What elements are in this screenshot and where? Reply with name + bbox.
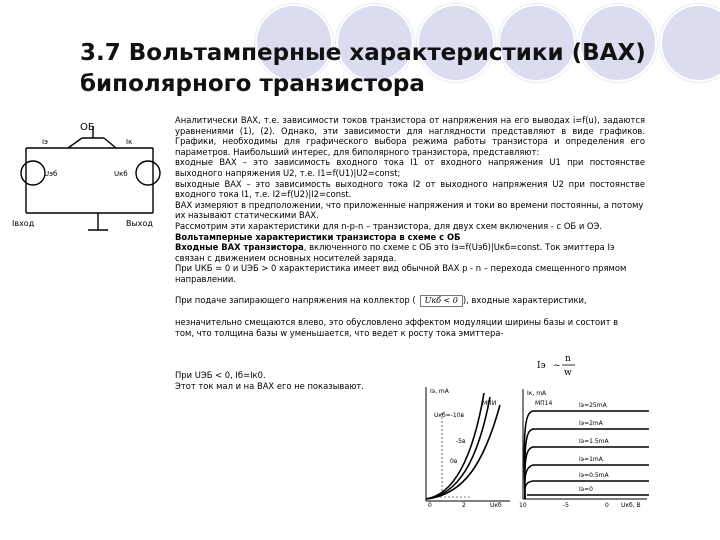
formula-sym: ~ [553,361,561,371]
reverse-text-pre: При подаче запирающего напряжения на коллектор ( [175,294,416,305]
circuit-label-ueb: Uэб [44,170,58,178]
section-heading: Вольтамперные характеристики транзистора в схеме с ОБ [175,231,461,242]
output-graph-curve-label: Iэ=1mA [579,456,603,463]
formula-ukb: Uкб < 0 [420,295,463,308]
formula-den: w [564,368,572,378]
formula-emitter-current [535,350,580,382]
paragraph: выходные ВАХ – это зависимость выходного тока I2 от выходного напряжения U2 при постоянстве входного тока I1, т.е. I2=f(U2)|I2=const. [175,178,645,200]
paragraph: незначительно смещаются влево, это обусловлено эффектом модуляции ширины базы и состоит в [175,317,619,328]
slide-title [80,38,700,100]
output-graph-xlabel: Uкб, В [621,502,641,509]
paragraph: При UКБ = 0 и UЭБ > 0 характеристика имеет вид обычной ВАХ р - n – перехода смещенного прямом направлении. [175,263,627,284]
output-graph-ylabel: Iк, mA [527,390,547,397]
reverse-bias-paragraph [175,295,645,308]
formula-lhs: Iэ [537,361,546,371]
paragraph: том, что толщина базы w уменьшается, что ведет к росту тока эмиттера- [175,327,504,338]
input-graph-ylabel: Iэ, mA [430,388,449,395]
paragraph: Аналитически ВАХ, т.е. зависимости токов транзистора от напряжения на его выводах i=f(u), задаются уравнениями (1), (2). Однако, эти зависимости для наглядности представляют в виде графиков. Графики, необходимы для графического выбора режима работы транзистора и определения его параметров. Наибольший интерес, для биполярного транзистора, представляют: [175,115,645,157]
circuit-label-out: Выход [126,219,153,228]
input-graph-curve-label: МПИ [482,400,497,407]
circuit-label-ik: Iк [126,138,133,146]
input-heading: Входные ВАХ транзистора [175,242,304,253]
input-graph-xlabel: Uкб [490,502,502,508]
common-base-circuit [8,118,173,241]
title-line-1: 3.7 Вольтамперные характеристики (ВАХ) [80,40,646,66]
spacer [175,307,645,317]
input-graph-curve-label: -5в [456,438,466,445]
output-graph-tick: 0 [605,502,609,509]
output-characteristics-graph [515,387,653,509]
input-graph-tick: 0 [428,502,432,508]
input-characteristics-graph [412,383,512,508]
input-text: , включенного по схеме с ОБ это Iэ=f(Uэб)|Uкб=const. Ток эмиттера Iэ связан с движением основных носителей заряда. [175,242,615,263]
title-line-2: биполярного транзистора [80,71,425,97]
circuit-label-ie: Iэ [42,138,48,146]
output-graph-curve-label: Iэ=1.5mA [579,438,609,445]
input-graph-curve-label: 0в [450,458,458,465]
reverse-text-post: ), входные характеристики, [462,294,587,305]
output-graph-title: МП14 [535,400,553,407]
input-graph-curve-label: Uкб=-10в [434,412,465,419]
output-graph-curve-label: Iэ=25mA [579,402,607,409]
output-graph-curve-label: Iэ=0 [579,486,593,493]
paragraph: входные ВАХ – это зависимость входного тока I1 от входного напряжения U1 при постоянстве выходного напряжения U2, т.е. I1=f(U1)|U2=const; [175,157,645,178]
paragraph: При UЭБ < 0, Iб=Iк0. [175,370,266,381]
input-vax-paragraph [175,242,645,263]
spacer [175,285,645,295]
circuit-label-in: Iвход [12,219,35,228]
circuit-label-ukb: Uкб [114,170,128,178]
circuit-label-ob: ОБ [80,122,95,133]
input-graph-tick: 2 [462,502,466,508]
paragraph: Этот ток мал и на ВАХ его не показывают. [175,380,364,391]
formula-num: n [565,354,571,364]
output-graph-curve-label: Iэ=2mA [579,420,603,427]
output-graph-tick: -5 [563,502,569,509]
paragraph: ВАХ измеряют в предположении, что приложенные напряжения и токи во времени постоянны, а потому их называют статическими ВАХ. [175,199,644,221]
paragraph: Рассмотрим эти характеристики для n-p-n – транзистора, для двух схем включения - с ОБ и ОЭ. [175,220,603,231]
output-graph-curve-label: Iэ=0.5mA [579,472,609,479]
output-graph-tick: 10 [519,502,527,509]
